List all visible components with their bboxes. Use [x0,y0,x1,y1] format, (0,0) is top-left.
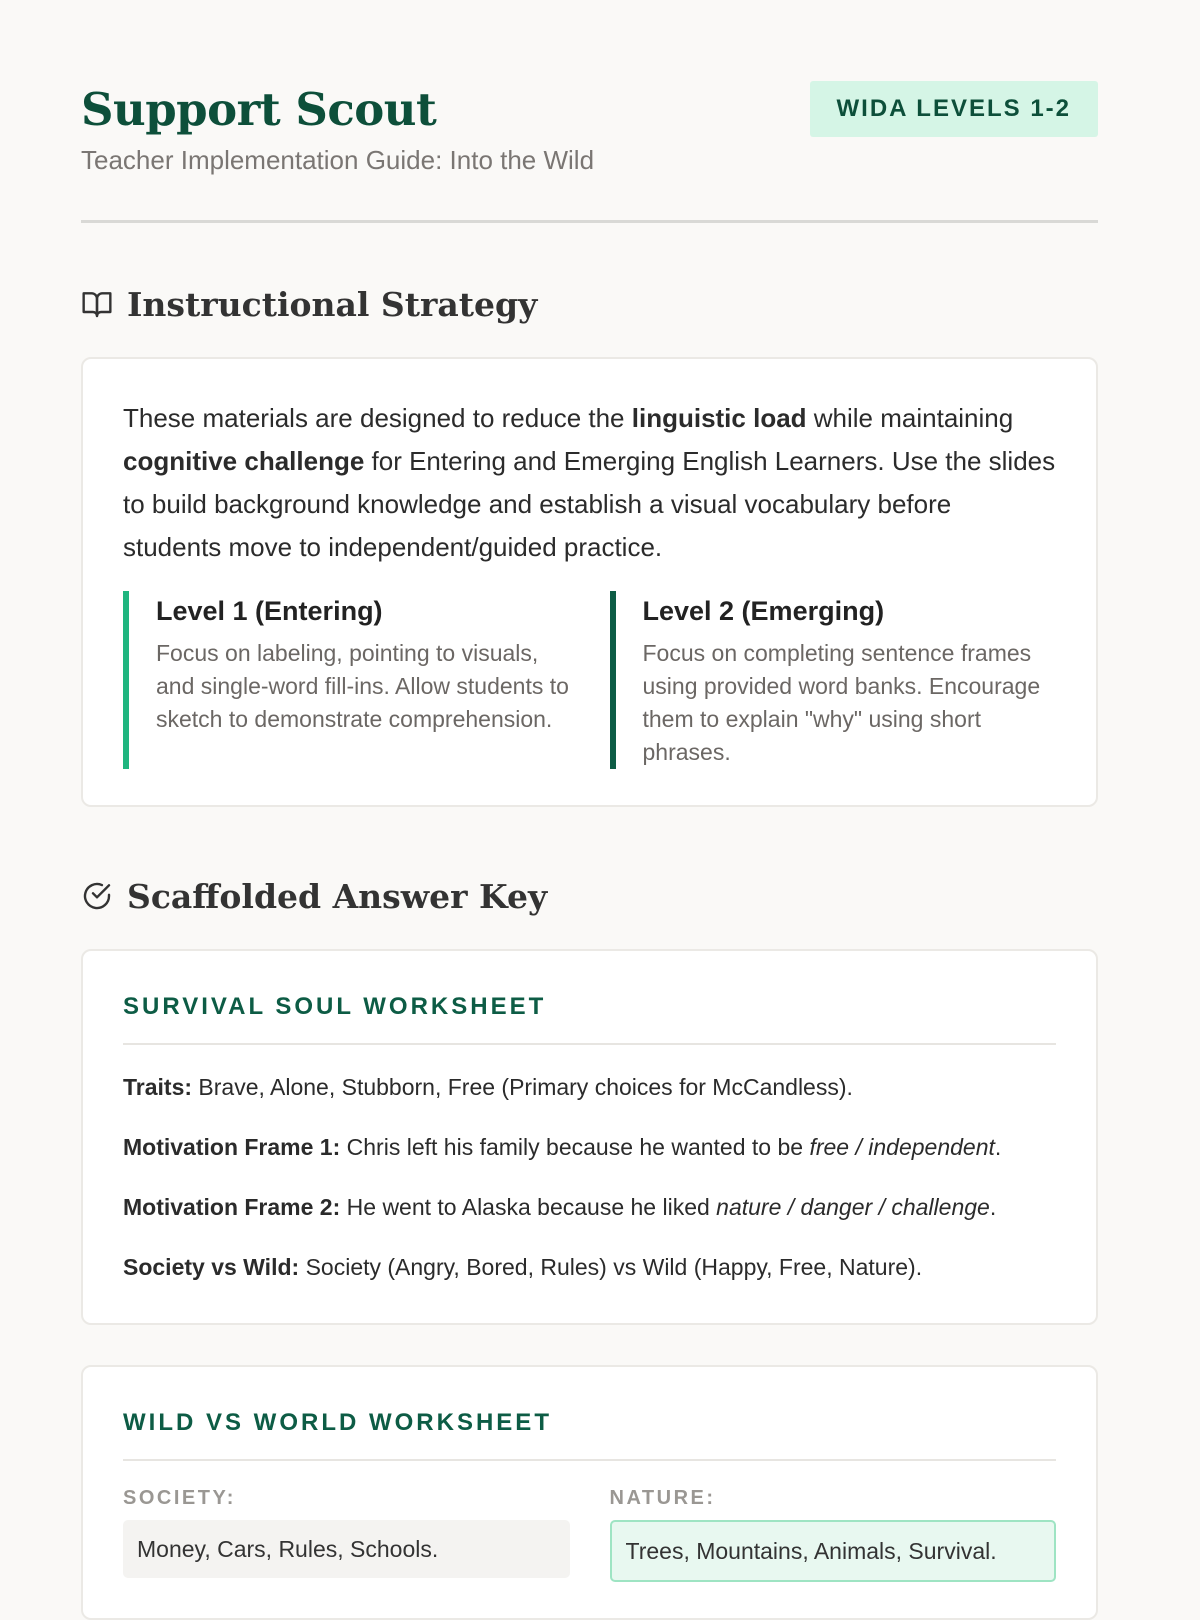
strategy-section-header [81,279,1098,329]
society-column [123,1487,570,1582]
answer-label: Motivation Frame 1: [123,1134,341,1160]
survival-worksheet-title: SURVIVAL SOUL WORKSHEET [123,993,1056,1045]
answer-text: He went to Alaska because he liked [340,1194,717,1220]
society-value: Money, Cars, Rules, Schools. [123,1520,570,1578]
society-label: SOCIETY: [123,1487,236,1509]
strategy-heading: Instructional Strategy [127,284,538,324]
wild-worksheet-card [81,1365,1098,1620]
intro-text: These materials are designed to reduce the [123,403,632,433]
level-2-title: Level 2 (Emerging) [642,596,885,626]
society-vs-wild-answer [123,1251,1056,1283]
level-2-block [610,591,1057,769]
wild-worksheet-title: WILD VS WORLD WORKSHEET [123,1409,1056,1461]
survival-worksheet-card [81,949,1098,1325]
page-title: Support Scout [81,83,437,136]
answer-label: Society vs Wild: [123,1254,300,1280]
page-header [81,80,1098,223]
page-subtitle: Teacher Implementation Guide: Into the Wild [81,145,595,175]
answer-text: Brave, Alone, Stubborn, Free (Primary choices for McCandless). [192,1074,853,1100]
intro-text: for Entering and Emerging English Learners. Use the slides to build background knowledge and establish a visual vocabulary before students move to independent/guided practice. [123,446,1056,562]
traits-answer [123,1071,1056,1103]
survival-answers [123,1071,1056,1283]
book-open-icon [81,288,113,320]
level-1-title: Level 1 (Entering) [156,596,383,626]
strategy-card [81,357,1098,807]
answer-text: . [989,1194,997,1220]
level-2-text: Focus on completing sentence frames using provided word banks. Encourage them to explain "why" using short phrases. [642,640,1041,765]
answer-label: Motivation Frame 2: [123,1194,341,1220]
motivation-frame-2-answer [123,1191,1056,1223]
level-1-text: Focus on labeling, pointing to visuals, and single-word fill-ins. Allow students to sketch to demonstrate comprehension. [156,640,569,732]
nature-label: NATURE: [609,1487,716,1509]
level-columns [123,591,1056,769]
society-nature-columns [123,1487,1056,1582]
intro-emphasis: cognitive challenge [123,446,365,476]
level-1-block [123,591,570,769]
answer-label: Traits: [123,1074,193,1100]
answer-text: Society (Angry, Bored, Rules) vs Wild (Happy, Free, Nature). [299,1254,923,1280]
nature-column [610,1487,1057,1582]
nature-value: Trees, Mountains, Animals, Survival. [610,1520,1057,1582]
answer-text: . [994,1134,1002,1160]
answer-key-heading: Scaffolded Answer Key [127,876,548,916]
answer-text: Chris left his family because he wanted to be [340,1134,810,1160]
check-circle-icon [81,880,113,912]
wida-level-badge: WIDA LEVELS 1-2 [810,81,1098,137]
answer-fill: free / independent [809,1134,995,1160]
strategy-intro [123,397,1056,569]
answer-fill: nature / danger / challenge [716,1194,990,1220]
intro-text: while maintaining [806,403,1014,433]
intro-emphasis: linguistic load [631,403,807,433]
motivation-frame-1-answer [123,1131,1056,1163]
answer-key-section-header [81,871,1098,921]
